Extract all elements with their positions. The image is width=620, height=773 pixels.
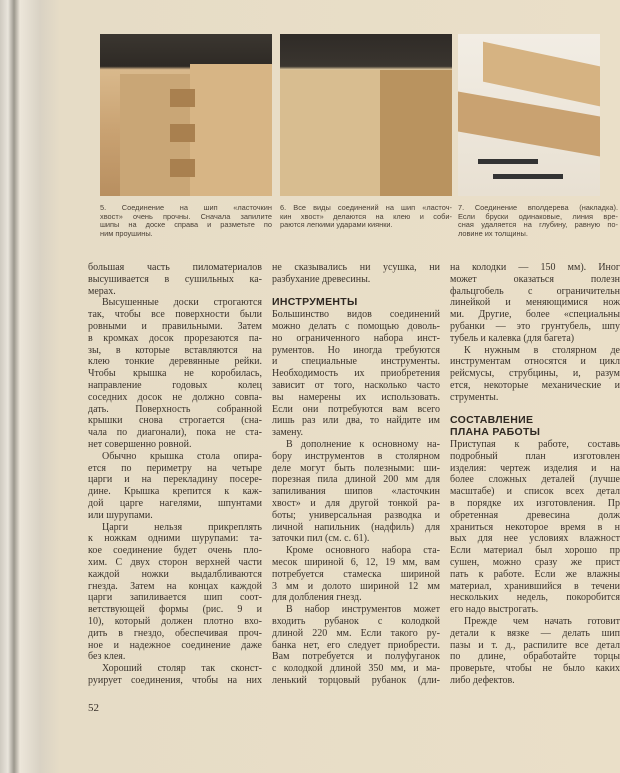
text-line: входить рубанок с колодкой xyxy=(272,615,440,627)
text-line: Чтобы крышка не коробилась, xyxy=(88,368,262,380)
section-heading: ПЛАНА РАБОТЫ xyxy=(450,426,541,439)
text-line: детали к вязке — делать шип xyxy=(450,627,620,639)
section-heading: ИНСТРУМЕНТЫ xyxy=(272,296,358,309)
text-line: В дополнение к основному на- xyxy=(286,438,440,450)
text-line: соседних досок не должно совпа- xyxy=(88,391,262,403)
text-line: пазы и т. д., распилите все детал xyxy=(450,639,620,651)
text-line: с колодкой длиной 350 мм, и ма- xyxy=(272,663,440,675)
text-line: К нужным в столярном де xyxy=(464,344,620,356)
text-line: хим. С двух сторон верхней части xyxy=(88,556,262,568)
paragraph xyxy=(88,451,262,522)
text-line: изделия: чертеж изделия и на xyxy=(450,462,620,474)
text-line: обретенная древесина долж xyxy=(450,509,620,521)
text-line: Если они потребуются вам всего xyxy=(272,403,440,415)
paragraph xyxy=(450,439,620,616)
text-line: разбухание древесины. xyxy=(272,273,371,285)
text-line: В набор инструментов может xyxy=(286,604,440,616)
text-line: зы, в которые вставляются на xyxy=(88,344,262,356)
paragraph xyxy=(272,545,440,604)
paragraph xyxy=(88,663,262,687)
text-line: пать к работе. Если же влажны xyxy=(450,568,620,580)
figure-7-photo xyxy=(458,34,600,196)
text-line: дине. Крышка крепится к каж- xyxy=(88,486,262,498)
text-line: но ограниченного набора инст- xyxy=(272,332,440,344)
figure-5-photo xyxy=(100,34,272,196)
text-line: ветствующей формы (рис. 9 и xyxy=(88,604,262,616)
caption-line: ним проушины. xyxy=(100,228,153,238)
text-line: для долбления гнезд. xyxy=(272,592,362,604)
figure-7-caption xyxy=(458,204,618,238)
text-line: или шурупами. xyxy=(88,509,153,521)
text-line: фальцгобель с ограничительн xyxy=(450,285,620,297)
text-line: масштабе) и список всех детал xyxy=(450,486,620,498)
text-line: царги и на перекладину посере- xyxy=(88,474,262,486)
paragraph xyxy=(272,604,440,687)
text-line: без клея. xyxy=(88,651,126,663)
text-line: царги запиливается шип соот- xyxy=(88,592,262,604)
caption-line: хвост» очень прочны. Сначала запилите xyxy=(100,211,272,221)
text-line: порезная пила длиной 200 мм для xyxy=(272,474,440,486)
text-line: можно делать с помощью доволь- xyxy=(272,320,440,332)
paragraph xyxy=(272,439,440,545)
paragraph xyxy=(88,262,262,297)
text-line: Большинство видов соединений xyxy=(272,309,440,321)
figure-5-caption xyxy=(100,204,272,238)
text-line: кое соединение будет очень пло- xyxy=(88,545,262,557)
paragraph xyxy=(272,309,440,439)
text-line: банка нет, его следует приобрести. xyxy=(272,639,440,651)
text-column-2 xyxy=(272,262,440,692)
text-line: его надо выстрогать. xyxy=(450,604,539,616)
text-line: ленький торцовый рубанок (дли- xyxy=(272,674,440,686)
text-line: так, чтобы все поверхности были xyxy=(88,309,262,321)
text-line: инструментам относятся и цикл xyxy=(450,356,620,368)
text-line: вых для нее условиях влажност xyxy=(450,533,620,545)
text-line: храниться некоторое время в н xyxy=(450,521,620,533)
text-line: Прежде чем начать готовит xyxy=(464,615,620,627)
text-line: замену. xyxy=(272,427,304,439)
text-line: рументов. Но иногда требуются xyxy=(272,344,440,356)
text-line: нет совершенно ровной. xyxy=(88,438,192,450)
text-line: по длине, обработайте торцы xyxy=(450,651,620,663)
text-line: клею тонкие деревянные рейки. xyxy=(88,356,262,368)
text-line: Если материал был хорошо пр xyxy=(450,545,620,557)
text-line: не сказывались ни усушка, ни xyxy=(272,262,440,273)
text-line: Обычно крышка стола опира- xyxy=(102,450,262,462)
figure-6-photo xyxy=(280,34,452,196)
text-line: ровными и правильными. Затем xyxy=(88,320,262,332)
text-line: к ножкам одними шурупами: та- xyxy=(88,533,262,545)
caption-line: раются легкими ударами киянки. xyxy=(280,220,393,230)
text-line: высушивается в сушильных ка- xyxy=(88,273,262,285)
text-line: может оказаться полезн xyxy=(450,273,620,285)
text-line: мерах. xyxy=(88,285,116,297)
text-line: вы намерены их использовать. xyxy=(272,391,440,403)
paragraph xyxy=(88,297,262,450)
text-line: Вам потребуется и полуфуганок xyxy=(272,651,440,663)
paragraph xyxy=(450,616,620,687)
text-line: заточки пил (см. с. 61). xyxy=(272,533,370,545)
text-line: каждой ножки выдалбливаются xyxy=(88,568,262,580)
caption-line: Если бруски одинаковые, линия вре- xyxy=(458,211,618,221)
text-column-1 xyxy=(88,262,262,692)
text-line: боты; универсальная разводка и xyxy=(272,509,440,521)
text-line: рубанки — это грунтубель, шпу xyxy=(450,320,620,332)
caption-line: кин хвост» делаются на клею и соби- xyxy=(280,211,452,221)
text-line: запиливания шипов «ласточкин xyxy=(272,486,440,498)
caption-line: 6. Все виды соединений на шип «ласточ- xyxy=(280,203,452,212)
text-line: струменты. xyxy=(450,391,499,403)
text-line: рейсмусы, струбцины, и, разум xyxy=(450,368,620,380)
text-line: ное и надежное соединение даже xyxy=(88,639,262,651)
text-line: подробный план изготовлен xyxy=(450,450,620,462)
text-line: проверьте, чтобы не было каких xyxy=(450,663,620,675)
text-line: в порядке их изготовления. Пр xyxy=(450,497,620,509)
text-line: дать. Поверхность собранной xyxy=(88,403,262,415)
caption-line: 5. Соединение на шип «ласточкин xyxy=(100,203,272,212)
text-line: Хороший столяр так сконст- xyxy=(102,663,262,675)
text-line: ми. Другие, более «специальны xyxy=(450,309,620,321)
text-line: дой царге нагелями, шпунтами xyxy=(88,497,262,509)
text-line: ется, некоторые механические и xyxy=(450,379,620,391)
text-line: хвост» и для другой тонкой ра- xyxy=(272,497,440,509)
text-line: крышки снова строгается (сна- xyxy=(88,415,262,427)
text-line: Кроме основного набора ста- xyxy=(286,545,440,557)
text-line: длиной 220 мм. Если такого ру- xyxy=(272,627,440,639)
text-line: и специальные инструменты. xyxy=(272,356,440,368)
text-line: Приступая к работе, составь xyxy=(450,438,620,450)
text-line: Необходимость их приобретения xyxy=(272,368,440,380)
paragraph xyxy=(450,345,620,404)
text-line: тубель и калевка (для багета) xyxy=(450,332,575,344)
text-line: нескольких недель, покоробится xyxy=(450,592,620,604)
section-heading: СОСТАВЛЕНИЕ xyxy=(450,414,534,427)
text-line: либо дефектов. xyxy=(450,674,515,686)
text-line: чала по диагонали), пока не ста- xyxy=(88,427,262,439)
page-number: 52 xyxy=(88,702,99,714)
text-line: Царги нельзя прикреплять xyxy=(102,521,262,533)
text-line: потребуется стамеска шириной xyxy=(272,568,440,580)
text-line: лишь раз или два, то найдите им xyxy=(272,415,440,427)
text-line: сушен, можно сразу же прист xyxy=(450,556,620,568)
text-line: 10), который должен плотно вхо- xyxy=(88,615,262,627)
text-line: в кромках досок прорезаются па- xyxy=(88,332,262,344)
caption-line: шипы на доске справа и разметьте по xyxy=(100,220,272,230)
text-line: более сложных деталей (лучше xyxy=(450,474,620,486)
caption-line: 7. Соединение вполдерева (накладка). xyxy=(458,203,618,212)
text-line: зависит от того, насколько часто xyxy=(272,379,440,391)
paragraph xyxy=(88,522,262,664)
text-line: деле могут быть полезными: ши- xyxy=(272,462,440,474)
text-line: гнезда. Затем на концах каждой xyxy=(88,580,262,592)
figure-6-caption xyxy=(280,204,452,230)
text-line: месок шириной 6, 12, 19 мм, вам xyxy=(272,556,440,568)
text-line: материал, хранившийся в течени xyxy=(450,580,620,592)
text-line: 3 мм и долото шириной 12 мм xyxy=(272,580,440,592)
text-line: руирует соединения, чтобы на них xyxy=(88,674,262,686)
text-line: ется по периметру на четыре xyxy=(88,462,262,474)
text-line: дить в гнездо, обеспечивая проч- xyxy=(88,627,262,639)
text-column-3 xyxy=(450,262,620,692)
text-line: направление годовых колец xyxy=(88,379,262,391)
caption-line: ловине их толщины. xyxy=(458,228,528,238)
text-line: большая часть пиломатериалов xyxy=(88,262,262,273)
caption-line: сная удаляется на глубину, равную по- xyxy=(458,220,618,230)
text-line: бору инструментов в столярном xyxy=(272,450,440,462)
text-line: личной напильник (надфиль) для xyxy=(272,521,440,533)
text-line: на колодки — 150 мм). Иног xyxy=(450,262,620,273)
text-line: Высушенные доски строгаются xyxy=(102,297,262,309)
paragraph xyxy=(450,262,620,345)
paragraph xyxy=(272,262,440,286)
text-line: линейкой и меняющимися нож xyxy=(450,297,620,309)
